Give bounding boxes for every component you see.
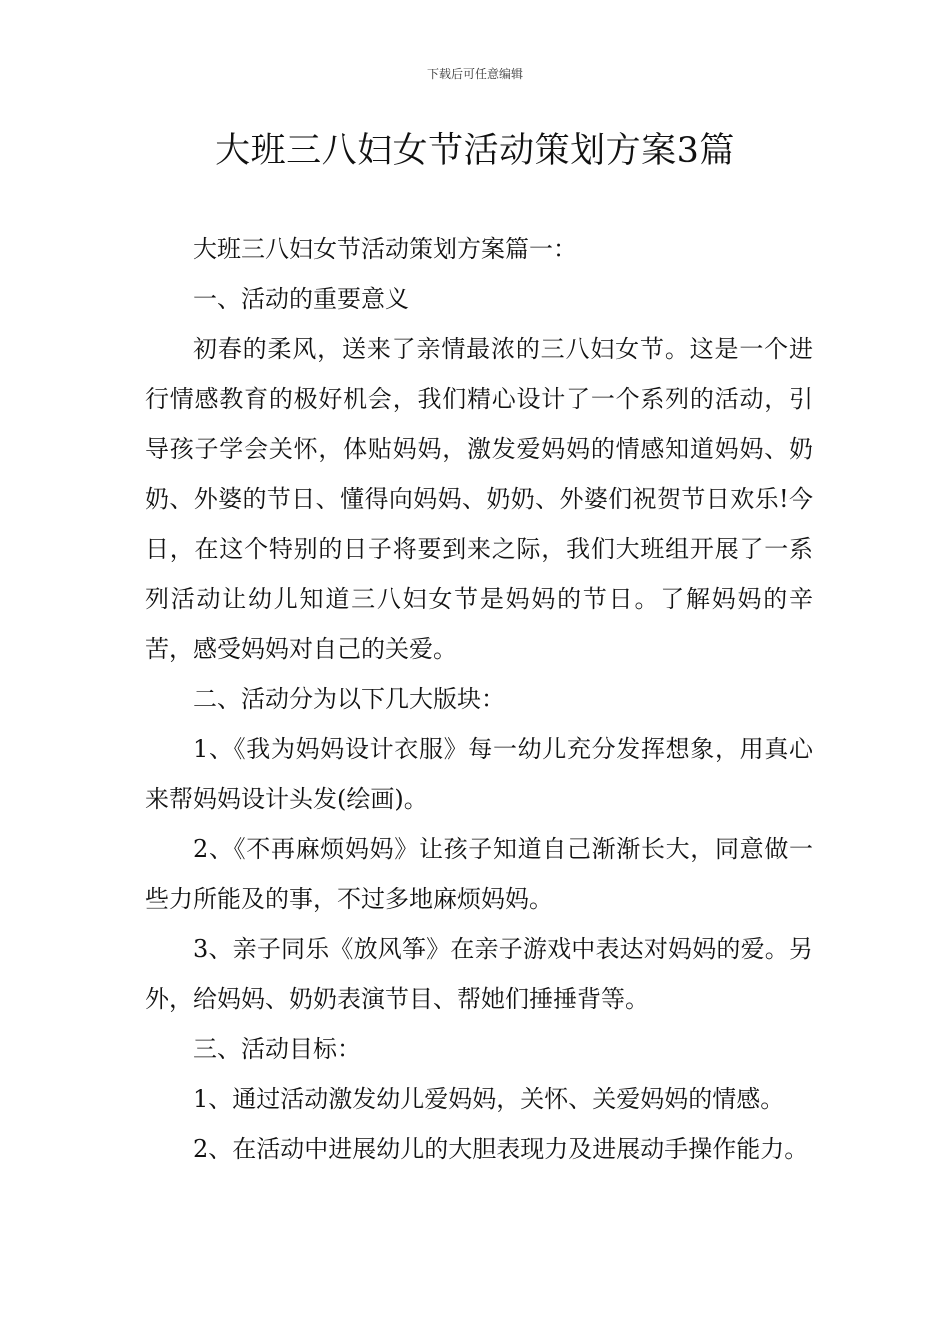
list-item-no-trouble: 2、《不再麻烦妈妈》让孩子知道自己渐渐长大，同意做一些力所能及的事，不过多地麻烦妈妈。 xyxy=(145,835,813,913)
list-item-kite-flying: 3、亲子同乐《放风筝》在亲子游戏中表达对妈妈的爱。另外，给妈妈、奶奶表演节目、帮她们捶捶背等。 xyxy=(145,935,813,1013)
list-item-design-clothes: 1、《我为妈妈设计衣服》每一幼儿充分发挥想象，用真心来帮妈妈设计头发(绘画)。 xyxy=(145,735,813,813)
header-note: 下载后可任意编辑 xyxy=(426,67,523,81)
document-body xyxy=(145,224,813,1174)
heading-activity-sections: 二、活动分为以下几大版块： xyxy=(193,685,505,713)
heading-significance: 一、活动的重要意义 xyxy=(193,285,409,313)
document-title: 大班三八妇女节活动策划方案3篇 xyxy=(215,131,735,171)
paragraph-introduction: 初春的柔风，送来了亲情最浓的三八妇女节。这是一个进行情感教育的极好机会，我们精心设计了一个系列的活动，引导孩子学会关怀，体贴妈妈，激发爱妈妈的情感知道妈妈、奶奶、外婆的节日、懂得向妈妈、奶奶、外婆们祝贺节日欢乐!今日，在这个特别的日子将要到来之际，我们大班组开展了一系列活动让幼儿知道三八妇女节是妈妈的节日。了解妈妈的辛苦，感受妈妈对自己的关爱。 xyxy=(145,335,813,663)
list-item-goal-one: 1、通过活动激发幼儿爱妈妈，关怀、关爱妈妈的情感。 xyxy=(193,1085,785,1113)
section-heading-part-one: 大班三八妇女节活动策划方案篇一： xyxy=(193,235,577,263)
list-item-goal-two: 2、在活动中进展幼儿的大胆表现力及进展动手操作能力。 xyxy=(193,1135,809,1163)
heading-activity-goals: 三、活动目标： xyxy=(193,1035,361,1063)
